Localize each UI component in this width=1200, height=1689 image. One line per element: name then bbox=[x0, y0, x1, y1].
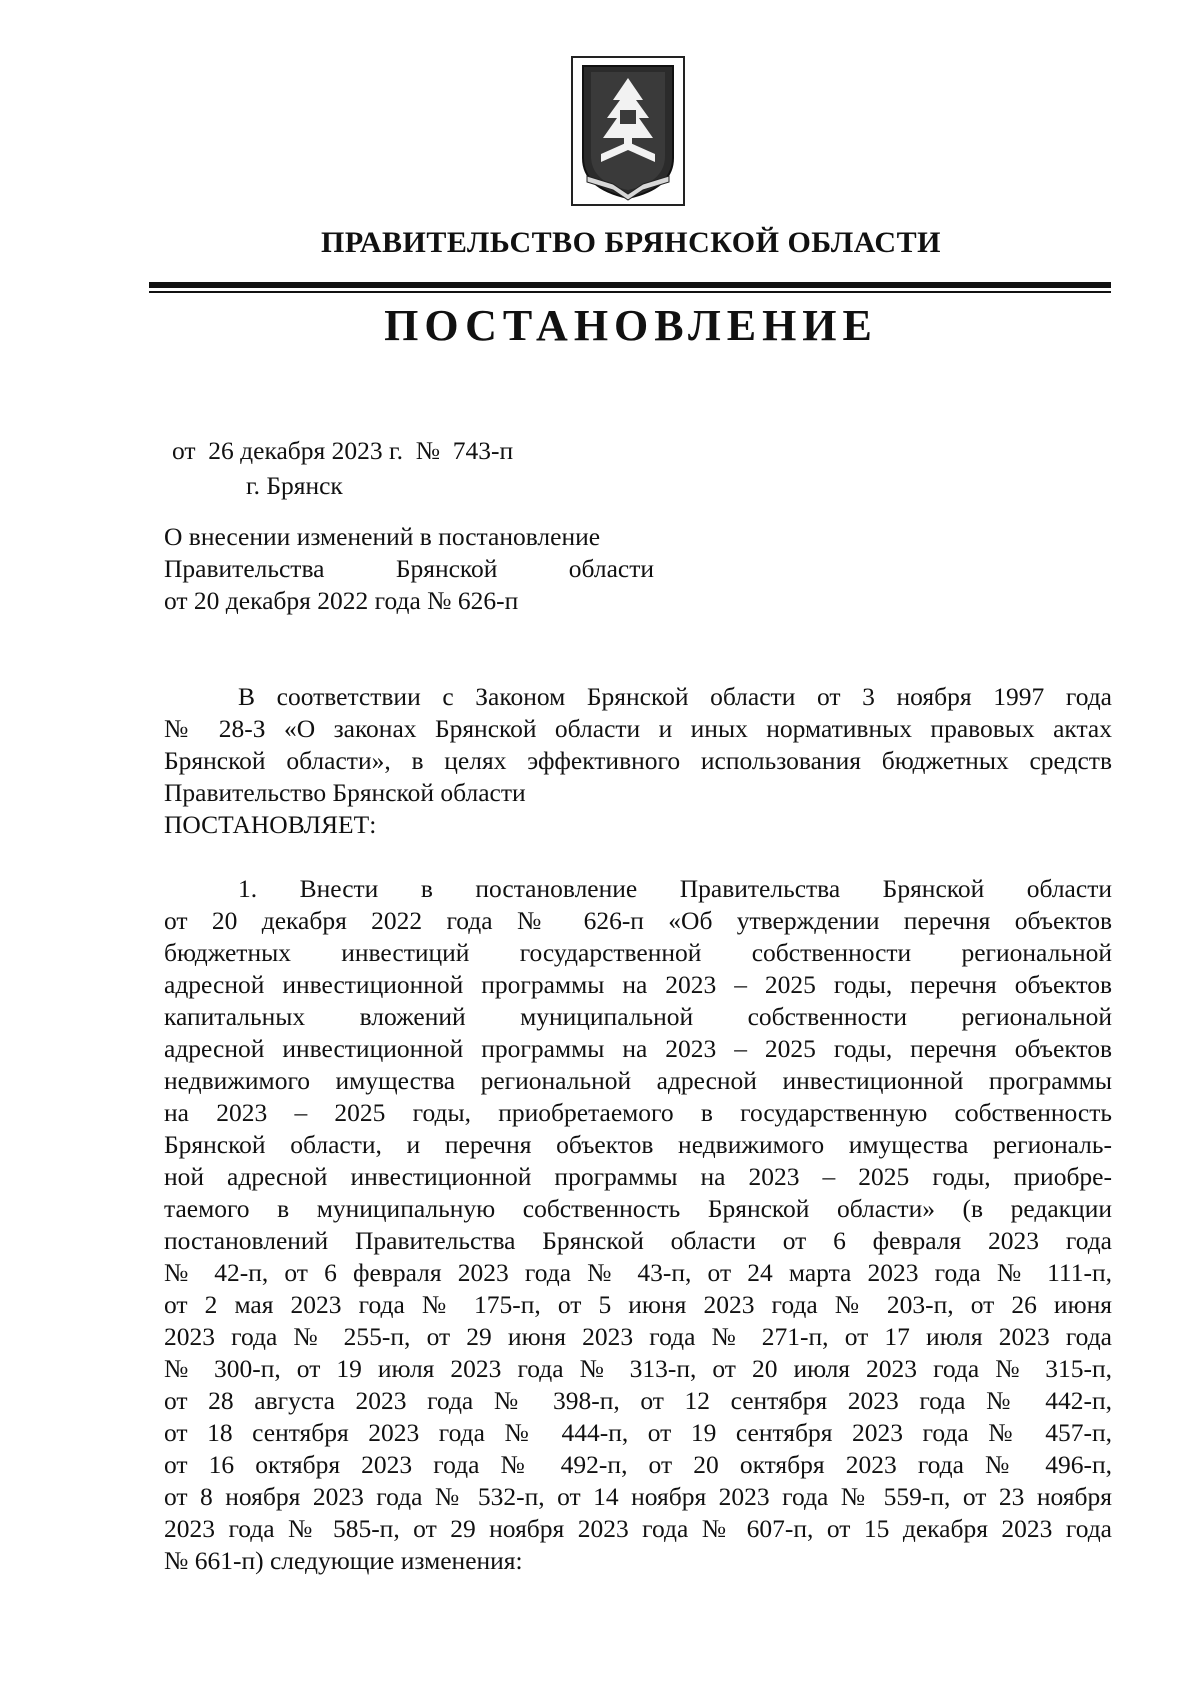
paragraph-line: 1. Внести в постановление Правительства Брянской области bbox=[238, 874, 1112, 903]
document-date-number: от 26 декабря 2023 г. № 743-п bbox=[172, 436, 514, 465]
paragraph-line: 2023 года № 585-п, от 29 ноября 2023 года № 607-п, от 15 декабря 2023 года bbox=[164, 1514, 1112, 1543]
document-subject bbox=[164, 521, 654, 617]
paragraph-line: В соответствии с Законом Брянской области от 3 ноября 1997 года bbox=[238, 682, 1112, 711]
paragraph-line: от 28 августа 2023 года № 398-п, от 12 сентября 2023 года № 442-п, bbox=[164, 1386, 1112, 1415]
paragraph-line: адресной инвестиционной программы на 2023 – 2025 годы, перечня объектов bbox=[164, 970, 1112, 999]
paragraph-line: № 42-п, от 6 февраля 2023 года № 43-п, от 24 марта 2023 года № 111-п, bbox=[164, 1258, 1112, 1287]
coat-of-arms-icon bbox=[573, 58, 683, 204]
paragraph-line: капитальных вложений муниципальной собственности региональной bbox=[164, 1002, 1112, 1031]
paragraph-line: от 20 декабря 2022 года № 626-п «Об утверждении перечня объектов bbox=[164, 906, 1112, 935]
paragraph-line: ной адресной инвестиционной программы на 2023 – 2025 годы, приобре- bbox=[164, 1162, 1112, 1191]
organization-title: ПРАВИТЕЛЬСТВО БРЯНСКОЙ ОБЛАСТИ bbox=[321, 226, 941, 259]
paragraph-line: от 16 октября 2023 года № 492-п, от 20 октября 2023 года № 496-п, bbox=[164, 1450, 1112, 1479]
paragraph-line: Брянской области, и перечня объектов недвижимого имущества региональ- bbox=[164, 1130, 1112, 1159]
subject-line: Правительства Брянской области bbox=[164, 554, 654, 583]
subject-line: О внесении изменений в постановление bbox=[164, 522, 601, 551]
paragraph-line: Правительство Брянской области bbox=[164, 778, 526, 807]
document-place: г. Брянск bbox=[246, 471, 343, 500]
paragraph-line: от 8 ноября 2023 года № 532-п, от 14 ноября 2023 года № 559-п, от 23 ноября bbox=[164, 1482, 1112, 1511]
coat-of-arms-emblem bbox=[571, 56, 685, 206]
paragraph-line: на 2023 – 2025 годы, приобретаемого в государственную собственность bbox=[164, 1098, 1112, 1127]
paragraph-line: 2023 года № 255-п, от 29 июня 2023 года № 271-п, от 17 июля 2023 года bbox=[164, 1322, 1112, 1351]
paragraph-line: от 2 мая 2023 года № 175-п, от 5 июня 2023 года № 203-п, от 26 июня bbox=[164, 1290, 1112, 1319]
paragraph-line: № 300-п, от 19 июля 2023 года № 313-п, от 20 июля 2023 года № 315-п, bbox=[164, 1354, 1112, 1383]
paragraph-line: бюджетных инвестиций государственной собственности региональной bbox=[164, 938, 1112, 967]
preamble-paragraph bbox=[164, 681, 1112, 809]
subject-line: от 20 декабря 2022 года № 626-п bbox=[164, 586, 519, 615]
paragraph-line: таемого в муниципальную собственность Брянской области» (в редакции bbox=[164, 1194, 1112, 1223]
paragraph-line: Брянской области», в целях эффективного использования бюджетных средств bbox=[164, 746, 1112, 775]
paragraph-line: № 661-п) следующие изменения: bbox=[164, 1546, 523, 1575]
paragraph-line: от 18 сентября 2023 года № 444-п, от 19 сентября 2023 года № 457-п, bbox=[164, 1418, 1112, 1447]
paragraph-line: недвижимого имущества региональной адресной инвестиционной программы bbox=[164, 1066, 1112, 1095]
header-rule-thin bbox=[149, 291, 1111, 293]
item-1-paragraph bbox=[164, 873, 1112, 1577]
header-rule-thick bbox=[149, 282, 1111, 288]
paragraph-line: адресной инвестиционной программы на 2023 – 2025 годы, перечня объектов bbox=[164, 1034, 1112, 1063]
paragraph-line: № 28-З «О законах Брянской области и иных нормативных правовых актах bbox=[164, 714, 1112, 743]
paragraph-line: постановлений Правительства Брянской области от 6 февраля 2023 года bbox=[164, 1226, 1112, 1255]
resolves-heading: ПОСТАНОВЛЯЕТ: bbox=[164, 810, 377, 839]
document-type-title: ПОСТАНОВЛЕНИЕ bbox=[384, 301, 878, 350]
